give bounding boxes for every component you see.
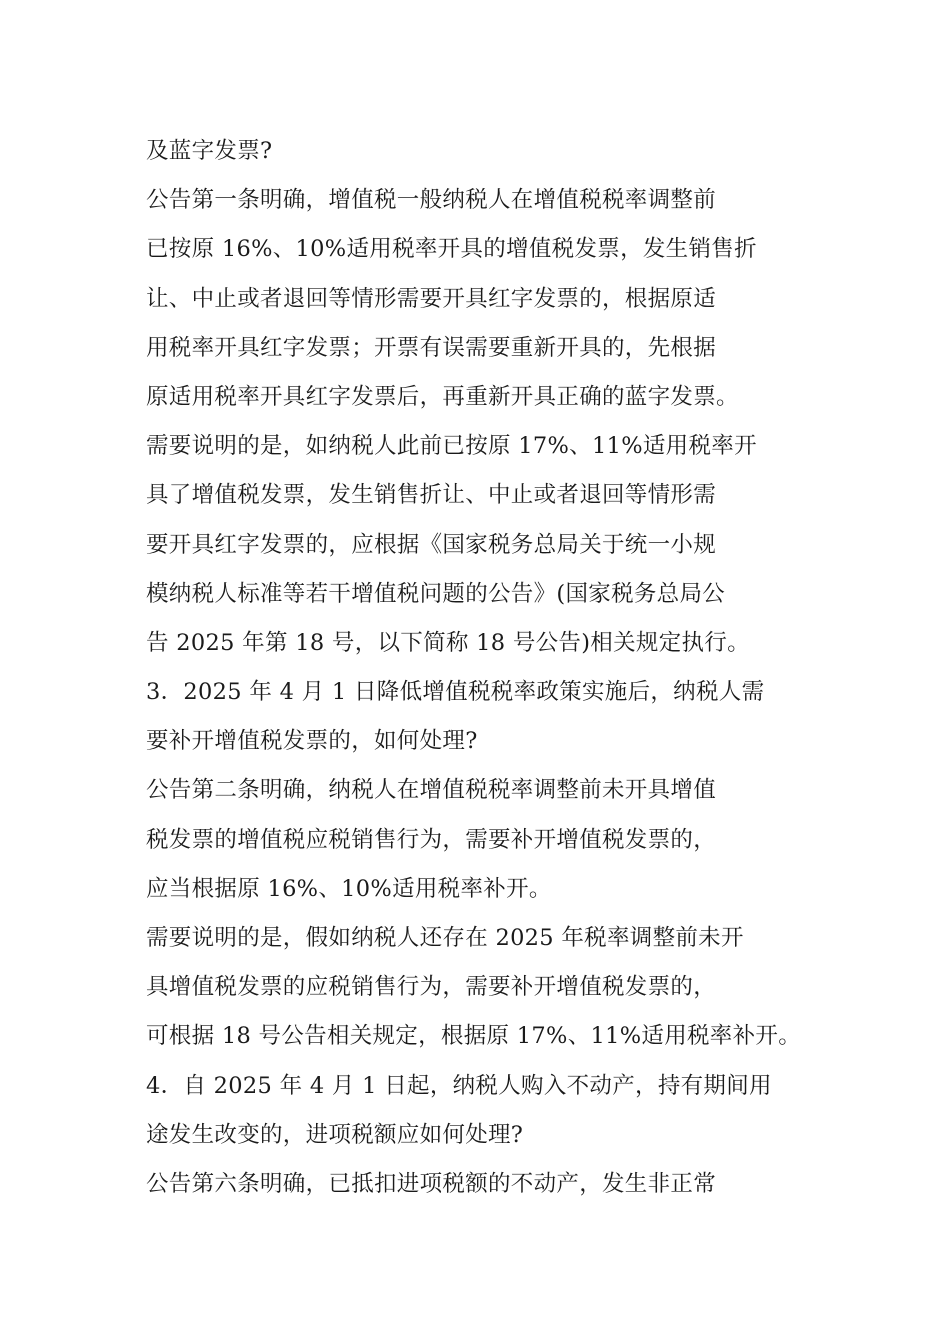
text-line: 已按原 16%、10%适用税率开具的增值税发票，发生销售折 — [146, 236, 757, 263]
text-line: 公告第六条明确，已抵扣进项税额的不动产，发生非正常 — [146, 1170, 717, 1197]
text-line: 用税率开具红字发票；开票有误需要重新开具的，先根据 — [146, 334, 717, 361]
text-line: 需要说明的是，如纳税人此前已按原 17%、11%适用税率开 — [146, 433, 757, 460]
text-line: 途发生改变的，进项税额应如何处理? — [146, 1121, 524, 1148]
text-line: 让、中止或者退回等情形需要开具红字发票的，根据原适 — [146, 285, 717, 312]
text-line: 税发票的增值税应税销售行为，需要补开增值税发票的， — [146, 826, 717, 853]
text-line: 要补开增值税发票的，如何处理? — [146, 728, 478, 755]
text-line: 公告第二条明确，纳税人在增值税税率调整前未开具增值 — [146, 777, 717, 804]
question-heading-3: 3．2025 年 4 月 1 日降低增值税税率政策实施后，纳税人需 — [146, 679, 765, 706]
text-line: 原适用税率开具红字发票后，再重新开具正确的蓝字发票。 — [146, 383, 739, 410]
text-line: 及蓝字发票? — [146, 138, 273, 164]
text-line: 需要说明的是，假如纳税人还存在 2025 年税率调整前未开 — [146, 925, 744, 951]
text-line: 模纳税人标准等若干增值税问题的公告》(国家税务总局公 — [146, 580, 726, 607]
text-line: 具了增值税发票，发生销售折让、中止或者退回等情形需 — [146, 482, 717, 509]
question-heading-4: 4．自 2025 年 4 月 1 日起，纳税人购入不动产，持有期间用 — [146, 1072, 772, 1099]
text-line: 要开具红字发票的，应根据《国家税务总局关于统一小规 — [146, 531, 717, 558]
text-line: 可根据 18 号公告相关规定，根据原 17%、11%适用税率补开。 — [146, 1023, 802, 1050]
text-line: 公告第一条明确，增值税一般纳税人在增值税税率调整前 — [146, 187, 717, 214]
text-line: 应当根据原 16%、10%适用税率补开。 — [146, 875, 552, 902]
document-body — [146, 127, 816, 1209]
text-line: 具增值税发票的应税销售行为，需要补开增值税发票的， — [146, 974, 717, 1001]
text-line: 告 2025 年第 18 号，以下简称 18 号公告)相关规定执行。 — [146, 629, 750, 656]
